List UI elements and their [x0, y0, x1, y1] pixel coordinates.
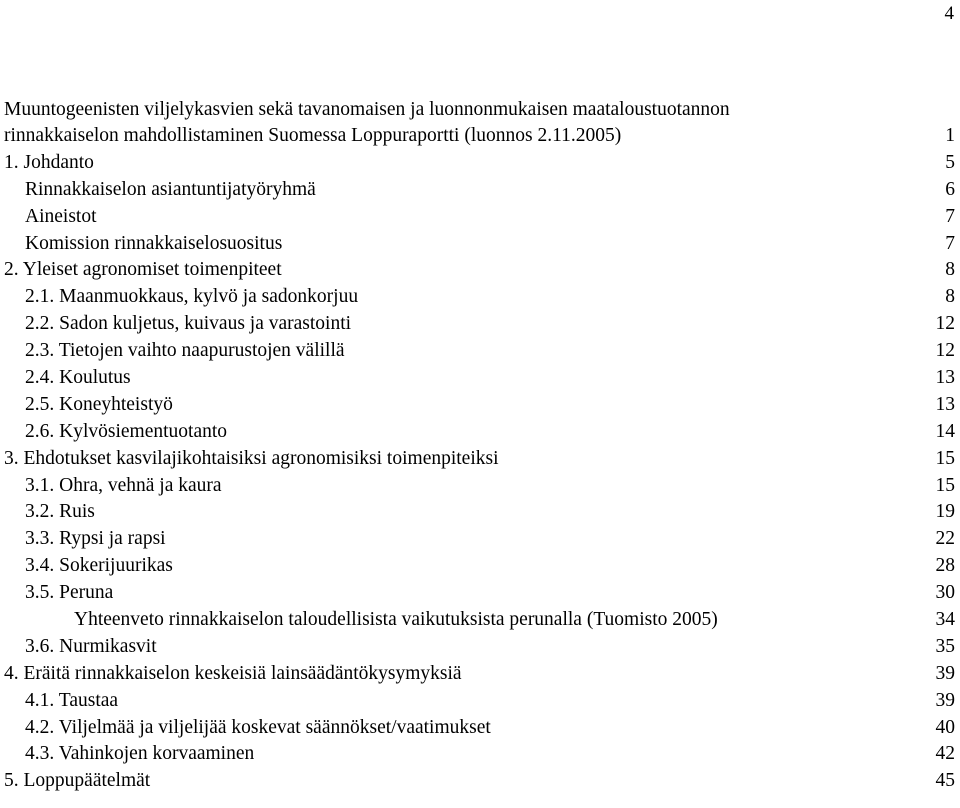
toc-entry-page: 40: [935, 715, 956, 742]
toc-entry[interactable]: [4, 177, 955, 204]
toc-entry[interactable]: [4, 553, 955, 580]
toc-entry-page: 28: [935, 553, 956, 580]
toc-entry-label: 2.5. Koneyhteistyö: [4, 392, 174, 419]
toc-entry-label: 2.3. Tietojen vaihto naapurustojen välillä: [4, 338, 346, 365]
toc-entry[interactable]: [4, 419, 955, 446]
toc-entry-label: 3.6. Nurmikasvit: [4, 634, 158, 661]
toc-entry-label: 4.3. Vahinkojen korvaaminen: [4, 741, 255, 768]
toc-entry[interactable]: [4, 150, 955, 177]
toc-entry-label: Komission rinnakkaiselosuositus: [4, 231, 283, 258]
toc-title-entry[interactable]: [4, 96, 955, 150]
toc-entry-page: 15: [935, 446, 956, 473]
toc-entry-page: 19: [935, 499, 956, 526]
toc-entry-label: Aineistot: [4, 204, 98, 231]
toc-entry[interactable]: [4, 715, 955, 742]
toc-entry[interactable]: [4, 741, 955, 768]
toc-entry[interactable]: [4, 499, 955, 526]
toc-entry[interactable]: [4, 204, 955, 231]
toc-entry[interactable]: [4, 634, 955, 661]
toc-entry[interactable]: [4, 284, 955, 311]
toc-entry[interactable]: [4, 446, 955, 473]
toc-entry-page: 13: [935, 365, 956, 392]
toc-entry[interactable]: [4, 365, 955, 392]
toc-entry-page: 5: [944, 150, 955, 177]
toc-entry-label: 3.5. Peruna: [4, 580, 114, 607]
toc-entry-page: 7: [944, 204, 955, 231]
toc-entry[interactable]: [4, 607, 955, 634]
toc-entry-label: 2. Yleiset agronomiset toimenpiteet: [4, 257, 283, 284]
toc-entry-label: 2.6. Kylvösiementuotanto: [4, 419, 228, 446]
toc-entry-page: 34: [935, 607, 956, 634]
toc-title-line1: Muuntogeenisten viljelykasvien sekä tavanomaisen ja luonnonmukaisen maataloustuotannon: [4, 99, 730, 120]
toc-entry[interactable]: [4, 392, 955, 419]
toc-entry-page: 12: [935, 311, 956, 338]
toc-entry-label: 3.3. Rypsi ja rapsi: [4, 526, 167, 553]
toc-entry[interactable]: [4, 526, 955, 553]
toc-entry-label: Yhteenveto rinnakkaiselon taloudellisista vaikutuksista perunalla (Tuomisto 2005): [4, 607, 719, 634]
toc-entry-label: 2.4. Koulutus: [4, 365, 132, 392]
toc-entry-page: 35: [935, 634, 956, 661]
toc-entry-label: 4.2. Viljelmää ja viljelijää koskevat säännökset/vaatimukset: [4, 715, 492, 742]
toc-entry[interactable]: [4, 338, 955, 365]
toc-entry[interactable]: [4, 688, 955, 715]
toc-entry-page: 7: [944, 231, 955, 258]
toc-entry-label: Rinnakkaiselon asiantuntijatyöryhmä: [4, 177, 317, 204]
toc-entry-label: 1. Johdanto: [4, 150, 95, 177]
toc-entries: [4, 150, 955, 795]
toc-entry-page: 12: [935, 338, 956, 365]
toc-entry-label: 3.2. Ruis: [4, 499, 96, 526]
toc-entry-page: 30: [935, 580, 956, 607]
toc-entry-label: 3.4. Sokerijuurikas: [4, 553, 174, 580]
toc-entry-page: 45: [935, 768, 956, 795]
toc-entry-page: 22: [935, 526, 956, 553]
toc-entry-page: 39: [935, 688, 956, 715]
toc-entry-page: 13: [935, 392, 956, 419]
toc-entry-label: 5. Loppupäätelmät: [4, 768, 151, 795]
toc-title-page: 1: [944, 123, 955, 150]
toc-entry-page: 8: [944, 257, 955, 284]
toc-entry-page: 39: [935, 661, 956, 688]
toc-entry[interactable]: [4, 661, 955, 688]
table-of-contents: [4, 96, 955, 795]
toc-entry-page: 14: [935, 419, 956, 446]
page-number: 4: [944, 3, 954, 24]
toc-entry[interactable]: [4, 231, 955, 258]
toc-entry-page: 8: [944, 284, 955, 311]
toc-entry-label: 2.2. Sadon kuljetus, kuivaus ja varastointi: [4, 311, 352, 338]
toc-entry[interactable]: [4, 580, 955, 607]
toc-entry-page: 6: [944, 177, 955, 204]
toc-entry-label: 3. Ehdotukset kasvilajikohtaisiksi agronomisiksi toimenpiteiksi: [4, 446, 500, 473]
toc-entry-label: 3.1. Ohra, vehnä ja kaura: [4, 473, 223, 500]
toc-title-line2: rinnakkaiselon mahdollistaminen Suomessa Loppuraportti (luonnos 2.11.2005): [4, 123, 622, 150]
toc-entry-page: 15: [935, 473, 956, 500]
toc-entry-label: 4.1. Taustaa: [4, 688, 119, 715]
toc-entry[interactable]: [4, 768, 955, 795]
toc-entry-label: 4. Eräitä rinnakkaiselon keskeisiä lainsäädäntökysymyksiä: [4, 661, 463, 688]
toc-entry[interactable]: [4, 473, 955, 500]
toc-entry-page: 42: [935, 741, 956, 768]
toc-entry[interactable]: [4, 257, 955, 284]
toc-entry-label: 2.1. Maanmuokkaus, kylvö ja sadonkorjuu: [4, 284, 359, 311]
toc-entry[interactable]: [4, 311, 955, 338]
